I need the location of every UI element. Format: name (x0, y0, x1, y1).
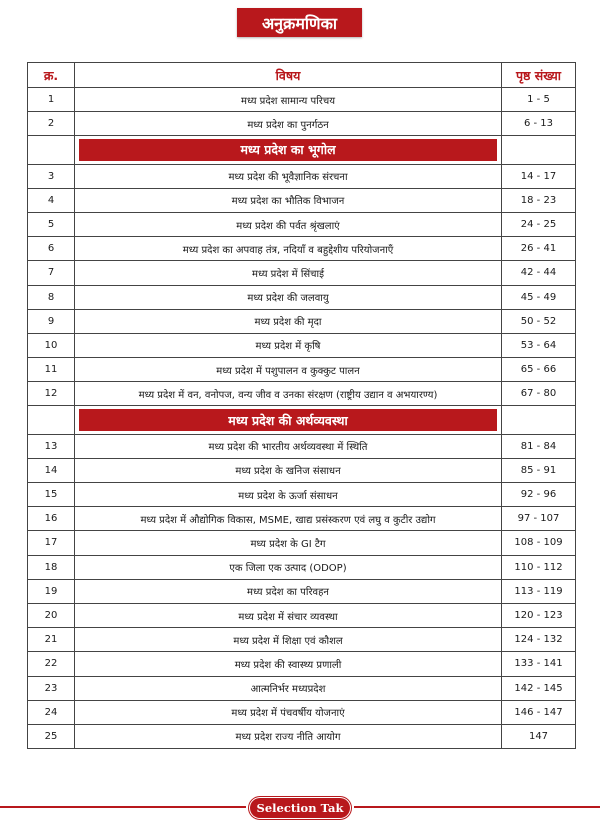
row-number: 23 (28, 676, 75, 700)
table-row (28, 603, 576, 627)
row-subject: मध्य प्रदेश में संचार व्यवस्था (75, 603, 502, 627)
page-title: अनुक्रमणिका (237, 8, 362, 37)
row-number: 19 (28, 579, 75, 603)
toc-table (27, 62, 576, 749)
row-number: 4 (28, 188, 75, 212)
table-row (28, 434, 576, 458)
row-subject: मध्य प्रदेश की मृदा (75, 309, 502, 333)
row-subject: मध्य प्रदेश राज्य नीति आयोग (75, 724, 502, 748)
table-row (28, 531, 576, 555)
section-title: मध्य प्रदेश की अर्थव्यवस्था (79, 409, 497, 431)
row-number: 22 (28, 652, 75, 676)
row-page-range: 26 - 41 (502, 237, 576, 261)
table-row (28, 579, 576, 603)
table-row (28, 652, 576, 676)
row-number: 8 (28, 285, 75, 309)
row-subject: एक जिला एक उत्पाद (ODOP) (75, 555, 502, 579)
footer-rule-right (354, 806, 600, 808)
table-row (28, 458, 576, 482)
table-row (28, 112, 576, 136)
section-row (28, 406, 576, 434)
table-row (28, 237, 576, 261)
row-subject: मध्य प्रदेश की पर्वत श्रृंखलाएं (75, 212, 502, 236)
row-number: 20 (28, 603, 75, 627)
table-row (28, 164, 576, 188)
table-row (28, 333, 576, 357)
table-row (28, 507, 576, 531)
row-page-range: 45 - 49 (502, 285, 576, 309)
table-row (28, 676, 576, 700)
row-number: 15 (28, 483, 75, 507)
row-subject: मध्य प्रदेश का परिवहन (75, 579, 502, 603)
row-page-range: 14 - 17 (502, 164, 576, 188)
row-number: 16 (28, 507, 75, 531)
table-row (28, 188, 576, 212)
row-subject: मध्य प्रदेश की जलवायु (75, 285, 502, 309)
table-row (28, 483, 576, 507)
table-row (28, 555, 576, 579)
table-row (28, 724, 576, 748)
table-row (28, 88, 576, 112)
row-subject: मध्य प्रदेश में औद्योगिक विकास, MSME, खाद्य प्रसंस्करण एवं लघु व कुटीर उद्योग (75, 507, 502, 531)
section-num-cell (28, 406, 75, 434)
row-page-range: 147 (502, 724, 576, 748)
row-page-range: 108 - 109 (502, 531, 576, 555)
toc-body (28, 88, 576, 749)
footer-brand-badge: Selection Tak (250, 798, 350, 818)
row-page-range: 6 - 13 (502, 112, 576, 136)
row-page-range: 65 - 66 (502, 358, 576, 382)
row-number: 17 (28, 531, 75, 555)
section-page-cell (502, 406, 576, 434)
row-page-range: 18 - 23 (502, 188, 576, 212)
row-number: 21 (28, 628, 75, 652)
row-page-range: 142 - 145 (502, 676, 576, 700)
row-page-range: 85 - 91 (502, 458, 576, 482)
row-subject: मध्य प्रदेश के खनिज संसाधन (75, 458, 502, 482)
section-row (28, 136, 576, 164)
row-number: 25 (28, 724, 75, 748)
row-page-range: 53 - 64 (502, 333, 576, 357)
row-page-range: 42 - 44 (502, 261, 576, 285)
row-subject: मध्य प्रदेश के GI टैग (75, 531, 502, 555)
table-row (28, 309, 576, 333)
table-row (28, 382, 576, 406)
table-row (28, 261, 576, 285)
table-row (28, 285, 576, 309)
row-number: 9 (28, 309, 75, 333)
row-number: 10 (28, 333, 75, 357)
row-page-range: 97 - 107 (502, 507, 576, 531)
row-subject: मध्य प्रदेश में कृषि (75, 333, 502, 357)
footer-rule-left (0, 806, 246, 808)
header-num: क्र. (28, 63, 75, 88)
table-row (28, 358, 576, 382)
row-subject: मध्य प्रदेश में पशुपालन व कुक्कुट पालन (75, 358, 502, 382)
row-number: 13 (28, 434, 75, 458)
row-subject: मध्य प्रदेश के ऊर्जा संसाधन (75, 483, 502, 507)
section-title-cell (75, 406, 502, 434)
row-page-range: 133 - 141 (502, 652, 576, 676)
row-subject: मध्य प्रदेश में पंचवर्षीय योजनाएं (75, 700, 502, 724)
row-page-range: 81 - 84 (502, 434, 576, 458)
row-page-range: 67 - 80 (502, 382, 576, 406)
section-page-cell (502, 136, 576, 164)
row-subject: मध्य प्रदेश का पुनर्गठन (75, 112, 502, 136)
header-page: पृष्ठ संख्या (502, 63, 576, 88)
row-page-range: 120 - 123 (502, 603, 576, 627)
header-subject: विषय (75, 63, 502, 88)
row-subject: मध्य प्रदेश का अपवाह तंत्र, नदियाँ व बहुद्देशीय परियोजनाएँ (75, 237, 502, 261)
row-number: 2 (28, 112, 75, 136)
row-subject: मध्य प्रदेश की स्वास्थ्य प्रणाली (75, 652, 502, 676)
row-subject: मध्य प्रदेश में शिक्षा एवं कौशल (75, 628, 502, 652)
row-page-range: 50 - 52 (502, 309, 576, 333)
section-title-cell (75, 136, 502, 164)
row-subject: मध्य प्रदेश में सिंचाई (75, 261, 502, 285)
row-page-range: 124 - 132 (502, 628, 576, 652)
row-subject: मध्य प्रदेश सामान्य परिचय (75, 88, 502, 112)
row-page-range: 110 - 112 (502, 555, 576, 579)
row-number: 7 (28, 261, 75, 285)
row-page-range: 1 - 5 (502, 88, 576, 112)
row-number: 11 (28, 358, 75, 382)
table-row (28, 212, 576, 236)
row-number: 12 (28, 382, 75, 406)
row-subject: मध्य प्रदेश की भूवैज्ञानिक संरचना (75, 164, 502, 188)
row-number: 1 (28, 88, 75, 112)
row-number: 6 (28, 237, 75, 261)
row-number: 24 (28, 700, 75, 724)
section-title: मध्य प्रदेश का भूगोल (79, 139, 497, 161)
row-number: 14 (28, 458, 75, 482)
row-subject: मध्य प्रदेश का भौतिक विभाजन (75, 188, 502, 212)
row-number: 3 (28, 164, 75, 188)
row-page-range: 24 - 25 (502, 212, 576, 236)
section-num-cell (28, 136, 75, 164)
row-page-range: 146 - 147 (502, 700, 576, 724)
row-subject: मध्य प्रदेश की भारतीय अर्थव्यवस्था में स्थिति (75, 434, 502, 458)
row-page-range: 113 - 119 (502, 579, 576, 603)
row-subject: मध्य प्रदेश में वन, वनोपज, वन्य जीव व उनका संरक्षण (राष्ट्रीय उद्यान व अभयारण्य) (75, 382, 502, 406)
table-header-row (28, 63, 576, 88)
table-row (28, 628, 576, 652)
row-number: 5 (28, 212, 75, 236)
table-row (28, 700, 576, 724)
row-subject: आत्मनिर्भर मध्यप्रदेश (75, 676, 502, 700)
row-number: 18 (28, 555, 75, 579)
row-page-range: 92 - 96 (502, 483, 576, 507)
